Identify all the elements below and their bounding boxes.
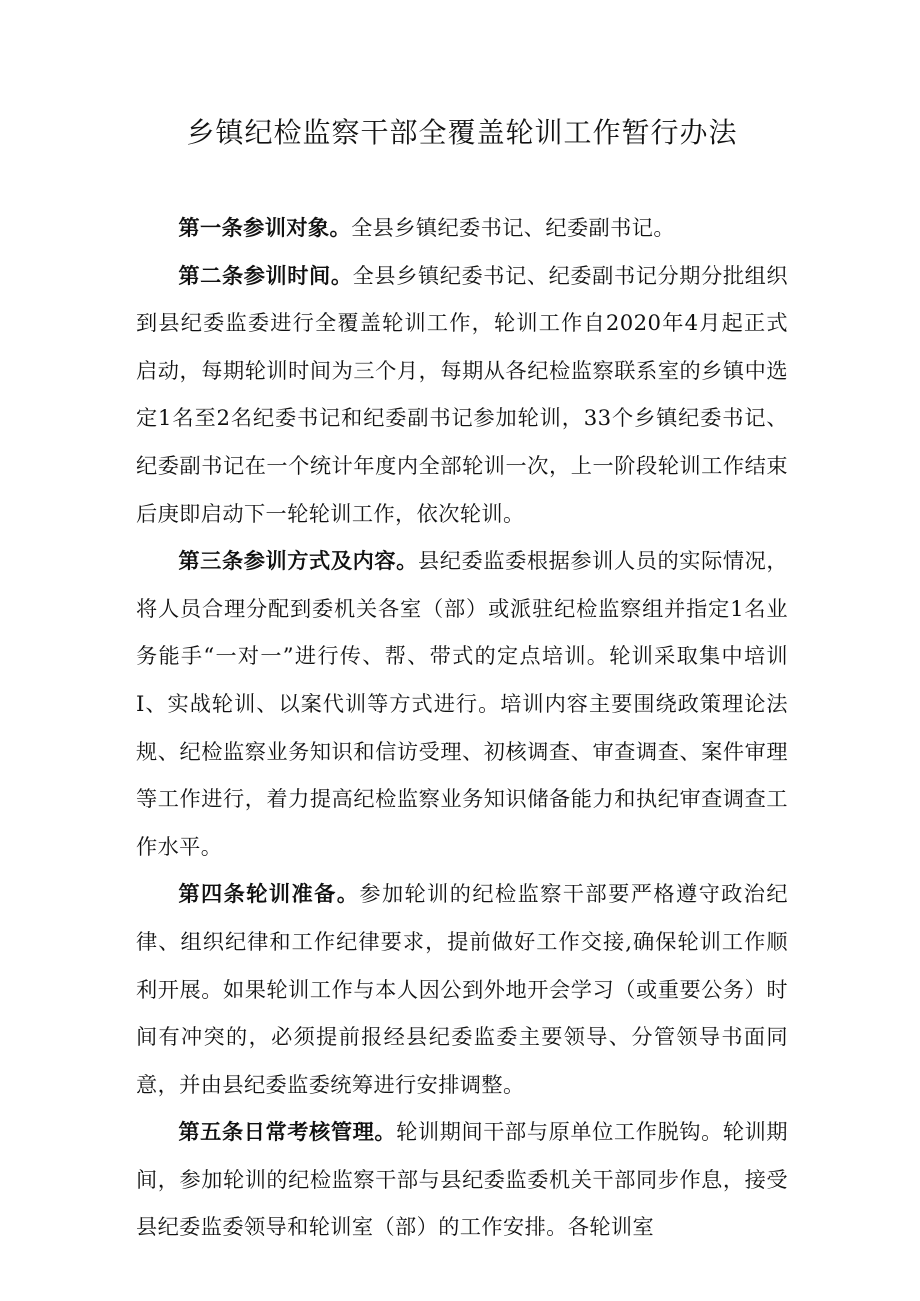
article-3-body: 县纪委监委根据参训人员的实际情况，将人员合理分配到委机关各室（部）或派驻纪检监察组并指定1名业务能手“一对一”进行传、帮、带式的定点培训。轮训采取集中培训I、实战轮训、以案代训等方式进行。培训内容主要围绕政策理论法规、纪检监察业务知识和信访受理、初核调查、审查调查、案件审理等工作进行，着力提高纪检监察业务知识储备能力和执纪审查调查工作水平。 bbox=[136, 548, 788, 859]
article-4-body: 参加轮训的纪检监察干部要严格遵守政治纪律、组织纪律和工作纪律要求，提前做好工作交接,确保轮训工作顺利开展。如果轮训工作与本人因公到外地开会学习（或重要公务）时间有冲突的，必须提前报经县纪委监委主要领导、分管领导书面同意，并由县纪委监委统筹进行安排调整。 bbox=[136, 881, 788, 1097]
article-2-heading: 第二条参训时间。 bbox=[178, 262, 353, 288]
article-1-body: 全县乡镇纪委书记、纪委副书记。 bbox=[351, 215, 675, 240]
article-2-body: 全县乡镇纪委书记、纪委副书记分期分批组织到县纪委监委进行全覆盖轮训工作，轮训工作自2020年4月起正式启动，每期轮训时间为三个月，每期从各纪检监察联系室的乡镇中选定1名至2名纪委书记和纪委副书记参加轮训，33个乡镇纪委书记、纪委副书记在一个统计年度内全部轮训一次，上一阶段轮训工作结束后庚即启动下一轮轮训工作，依次轮训。 bbox=[136, 262, 788, 526]
article-1-heading: 第一条参训对象。 bbox=[178, 215, 352, 240]
article-4-heading: 第四条轮训准备。 bbox=[178, 881, 360, 907]
article-5-heading: 第五条日常考核管理。 bbox=[178, 1119, 397, 1145]
article-3-heading: 第三条参训方式及内容。 bbox=[178, 548, 418, 574]
article-5 bbox=[136, 1108, 788, 1251]
article-4 bbox=[136, 870, 788, 1108]
article-5-body: 轮训期间干部与原单位工作脱钩。轮训期间，参加轮训的纪检监察干部与县纪委监委机关干部同步作息，接受县纪委监委领导和轮训室（部）的工作安排。各轮训室 bbox=[136, 1119, 788, 1240]
article-2 bbox=[136, 252, 788, 538]
article-1 bbox=[136, 204, 788, 252]
article-3 bbox=[136, 537, 788, 870]
document-title: 乡镇纪检监察干部全覆盖轮训工作暂行办法 bbox=[186, 116, 738, 149]
